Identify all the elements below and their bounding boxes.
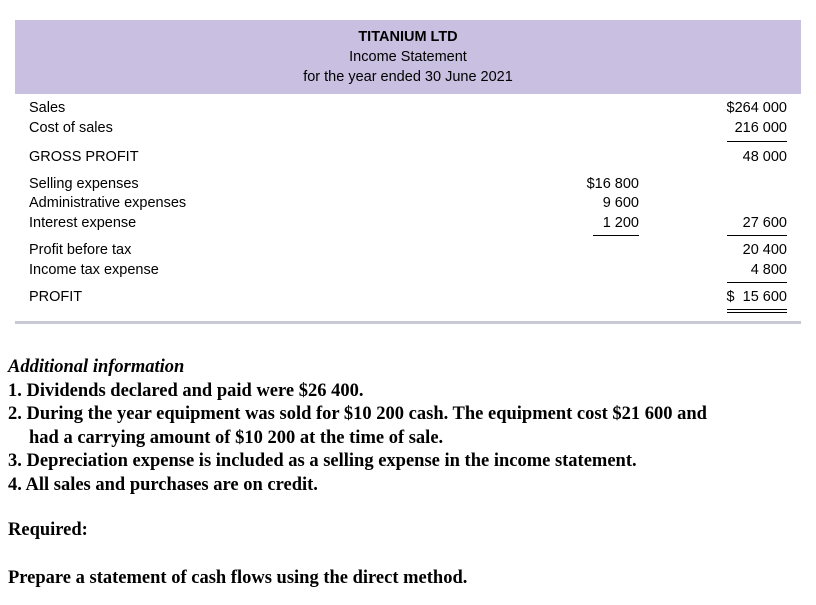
- row-total: 4 800: [750, 262, 787, 278]
- row-amount: $16 800: [586, 176, 639, 192]
- row-amount: 1 200: [602, 215, 639, 231]
- row-label: Selling expenses: [29, 176, 139, 192]
- subtotal-rule: [727, 235, 787, 236]
- subtotal-rule: [727, 141, 787, 142]
- row-admin-expenses: [15, 195, 801, 215]
- row-total: $ 15 600: [726, 289, 787, 305]
- statement-period: for the year ended 30 June 2021: [303, 69, 513, 85]
- row-income-tax: [15, 262, 801, 282]
- row-label: Administrative expenses: [29, 195, 187, 211]
- required-label: Required:: [8, 520, 88, 540]
- row-label: Income tax expense: [29, 262, 159, 278]
- row-label: Sales: [29, 100, 66, 116]
- row-label: Cost of sales: [29, 120, 113, 136]
- company-name: TITANIUM LTD: [358, 29, 458, 45]
- additional-information: [8, 356, 808, 497]
- row-selling-expenses: [15, 176, 801, 196]
- row-interest-expense: [15, 215, 801, 235]
- info-item-1: 1. Dividends declared and paid were $26 400.: [8, 380, 364, 401]
- info-item-2-continued: had a carrying amount of $10 200 at the time of sale.: [29, 427, 444, 448]
- statement-bottom-rule: [15, 321, 801, 324]
- row-label: Profit before tax: [29, 242, 132, 258]
- task-instruction: Prepare a statement of cash flows using the direct method.: [8, 568, 468, 588]
- info-item-4: 4. All sales and purchases are on credit.: [8, 474, 318, 495]
- row-label: Interest expense: [29, 215, 137, 231]
- subtotal-rule: [727, 282, 787, 283]
- row-profit: [15, 289, 801, 309]
- row-profit-before-tax: [15, 242, 801, 262]
- row-sales: [15, 100, 801, 120]
- final-double-rule: [727, 309, 787, 313]
- row-cost-of-sales: [15, 120, 801, 140]
- statement-header: [15, 20, 801, 94]
- row-label: GROSS PROFIT: [29, 149, 139, 165]
- row-label: PROFIT: [29, 289, 83, 305]
- info-item-3: 3. Depreciation expense is included as a selling expense in the income statement.: [8, 451, 637, 471]
- row-total: 48 000: [742, 149, 787, 165]
- row-amount: 9 600: [602, 195, 639, 211]
- row-total: $264 000: [726, 100, 787, 116]
- row-total: 27 600: [742, 215, 787, 231]
- income-statement: [15, 20, 801, 324]
- additional-heading: Additional information: [8, 357, 185, 377]
- row-total: 20 400: [742, 242, 787, 258]
- statement-title: Income Statement: [349, 49, 467, 65]
- expenses-rule: [593, 235, 639, 236]
- row-gross-profit: [15, 149, 801, 169]
- info-item-2: 2. During the year equipment was sold for $10 200 cash. The equipment cost $21 600 and: [8, 404, 707, 424]
- row-total: 216 000: [734, 120, 787, 136]
